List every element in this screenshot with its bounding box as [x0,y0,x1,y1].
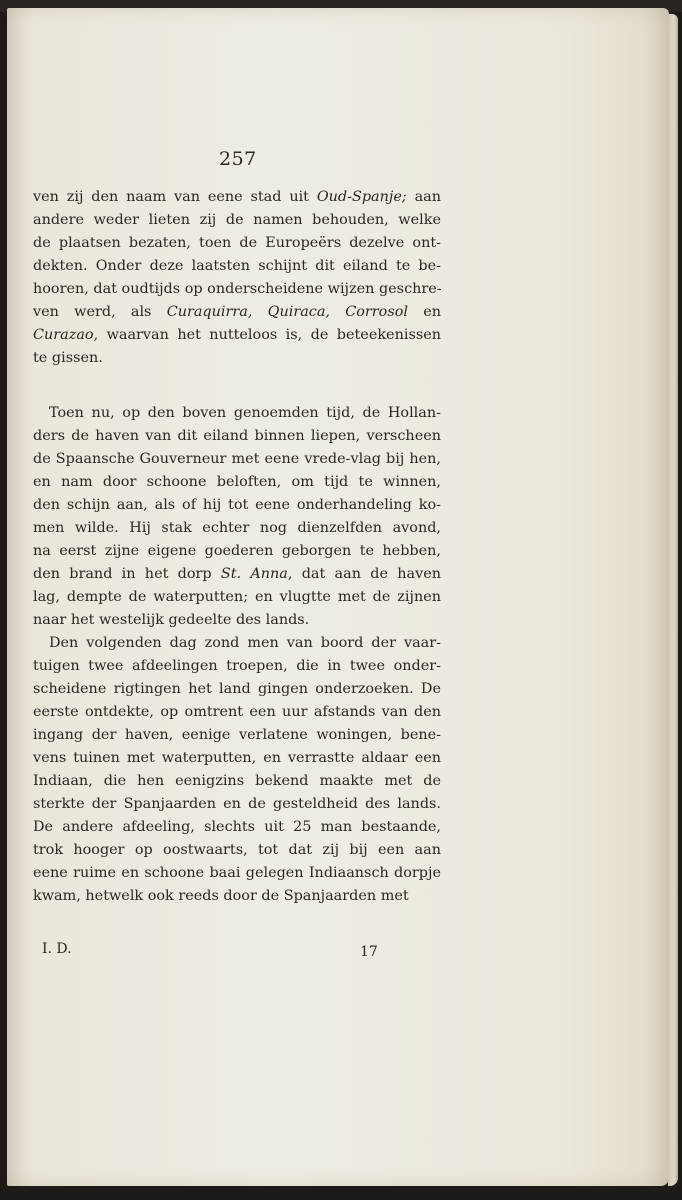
text-line [33,793,441,815]
text-segment: dekten. Onder deze laatsten schijnt dit eiland te be- [33,258,441,274]
text-line [33,347,441,369]
text-segment: andere weder lieten zij de namen behouden, welke [33,212,441,228]
text-line [33,232,441,254]
text-segment: aan [406,189,441,205]
text-segment: ingang der haven, eenige verlatene woningen, bene- [33,727,441,743]
text-segment: lag, dempte de waterputten; en vlugtte met de zijnen [33,589,441,605]
text-line [33,540,441,562]
italic-segment: Oud-Spanje; [316,189,407,205]
text-line [33,324,441,346]
text-segment: , waarvan het nutteloos is, de beteekenissen [93,327,441,343]
italic-segment: St. Anna [220,566,288,582]
text-segment: Den volgenden dag zond men van boord der vaar- [49,635,441,651]
text-segment: tuigen twee afdeelingen troepen, die in twee onder- [33,658,441,674]
text-line [33,885,441,907]
text-segment: eene ruime en schoone baai gelegen Indiaansch dorpje [33,865,441,881]
text-segment: den schijn aan, als of hij tot eene onderhandeling ko- [33,497,441,513]
text-line [33,471,441,493]
text-line [33,816,441,838]
text-segment: scheidene rigtingen het land gingen onderzoeken. De [33,681,441,697]
text-segment: te gissen. [33,350,103,366]
italic-segment: Curaquirra, Quiraca, Corrosol [166,304,408,320]
text-segment: men wilde. Hij stak echter nog dienzelfden avond, [33,520,441,536]
text-line [33,839,441,861]
text-line [49,632,441,654]
text-line [49,402,441,424]
text-segment: Indiaan, die hen eenigzins bekend maakte met de [33,773,441,789]
text-line [33,494,441,516]
text-line [33,655,441,677]
italic-segment: Curazao [33,327,94,343]
text-line [33,609,441,631]
text-line [33,563,441,585]
text-segment: kwam, hetwelk ook reeds door de Spanjaarden met [33,888,409,904]
text-segment: eerste ontdekte, op omtrent een uur afstands van den [33,704,441,720]
text-segment: , dat aan de haven [287,566,441,582]
text-segment: na eerst zijne eigene goederen geborgen te hebben, [33,543,441,559]
text-segment: hooren, dat oudtijds op onderscheidene wijzen geschre- [33,281,442,297]
text-segment: ven zij den naam van eene stad uit [33,189,317,205]
text-line [33,770,441,792]
page-edge [668,14,678,1186]
text-segment: trok hooger op oostwaarts, tot dat zij bij een aan [33,842,441,858]
text-segment: Toen nu, op den boven genoemden tijd, de Hollan- [49,405,441,421]
text-line [33,186,441,208]
page-number: 257 [219,148,257,170]
signature-mark: I. D. [42,941,72,957]
text-line [33,255,441,277]
text-line [33,425,441,447]
text-line [33,862,441,884]
text-line [33,448,441,470]
text-line [33,747,441,769]
text-line [33,724,441,746]
text-line [33,678,441,700]
text-segment: vens tuinen met waterputten, en verrastte aldaar een [33,750,441,766]
text-segment: naar het westelijk gedeelte des lands. [33,612,310,628]
text-segment: de plaatsen bezaten, toen de Europeërs dezelve ont- [33,235,441,251]
text-line [33,301,441,323]
sheet-number: 17 [360,944,378,960]
text-line [33,209,441,231]
text-segment: de Spaansche Gouverneur met eene vrede-vlag bij hen, [33,451,441,467]
text-segment: ders de haven van dit eiland binnen liepen, verscheen [33,428,441,444]
text-line [33,701,441,723]
text-segment: en nam door schoone beloften, om tijd te winnen, [33,474,441,490]
text-line [33,586,441,608]
text-segment: ven werd, als [33,304,167,320]
text-segment: den brand in het dorp [33,566,221,582]
text-line [33,278,441,300]
text-segment: De andere afdeeling, slechts uit 25 man bestaande, [33,819,441,835]
text-segment: sterkte der Spanjaarden en de gesteldheid des lands. [33,796,441,812]
text-line [33,517,441,539]
text-segment: en [407,304,441,320]
